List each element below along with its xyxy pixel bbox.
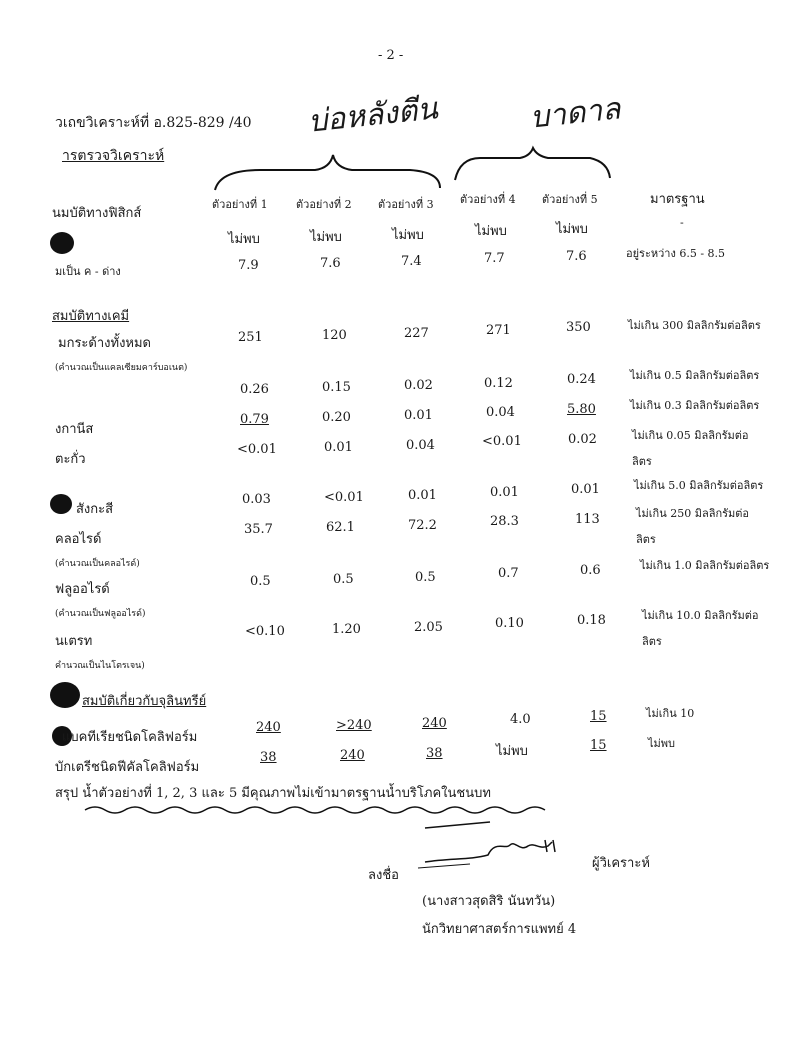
row-label: งกานีส — [55, 422, 94, 437]
row-label: สังกะสี — [76, 502, 114, 517]
analyst-position: นักวิทยาศาสตร์การแพทย์ 4 — [422, 922, 577, 937]
cell: 0.5 — [415, 570, 436, 585]
cell: 7.4 — [401, 254, 422, 269]
conclusion: สรุป น้ำตัวอย่างที่ 1, 2, 3 และ 5 มีคุณภาพไม่เข้ามาตรฐานน้ำบริโภคในชนบท — [55, 786, 491, 801]
cell: <0.10 — [245, 624, 285, 639]
cell: 0.5 — [250, 574, 271, 589]
cell: 0.12 — [484, 376, 513, 391]
cell: 0.20 — [322, 410, 351, 425]
row-label: บักเตรีชนิดฟีคัลโคลิฟอร์ม — [55, 760, 200, 775]
sign-label: ลงชื่อ — [368, 868, 399, 883]
cell: 7.6 — [566, 249, 587, 264]
cell: <0.01 — [482, 434, 522, 449]
row-label: ฟลูออไรด์ — [55, 582, 110, 597]
cell: ไม่พบ — [228, 232, 260, 247]
cell: ไม่พบ — [392, 228, 424, 243]
cell: 0.01 — [571, 482, 600, 497]
cell: 350 — [566, 320, 591, 335]
cell: 0.01 — [490, 485, 519, 500]
cell: 5.80 — [567, 402, 596, 417]
standard-cell: ไม่เกิน 0.3 มิลลิกรัมต่อลิตร — [630, 399, 760, 412]
cell: 120 — [322, 328, 347, 343]
cell: 35.7 — [244, 522, 273, 537]
chemical-heading: สมบัติทางเคมี — [52, 309, 130, 324]
row-label: นเตรท — [55, 634, 93, 649]
cell: 0.02 — [568, 432, 597, 447]
row-sublabel: (คำนวณเป็นแคลเซียมคาร์บอเนต) — [55, 363, 188, 373]
handwritten-group2: บาดาล — [528, 91, 623, 136]
cell: 15 — [590, 738, 607, 753]
cell: 0.10 — [495, 616, 524, 631]
standard-cell: ไม่เกิน 0.5 มิลลิกรัมต่อลิตร — [630, 369, 760, 382]
standard-cell-cont: ลิตร — [632, 455, 652, 468]
row-sublabel: (คำนวณเป็นฟลูออไรด์) — [55, 609, 146, 619]
standard-cell: อยู่ระหว่าง 6.5 - 8.5 — [626, 247, 726, 260]
cell: 4.0 — [510, 712, 531, 727]
row-label: มกระด้างทั้งหมด — [58, 336, 151, 351]
cell: 0.02 — [404, 378, 433, 393]
cell: 0.24 — [567, 372, 596, 387]
cell: 271 — [486, 323, 511, 338]
report-number: วเถขวิเคราะห์ที่ อ.825-829 /40 — [55, 115, 252, 131]
cell: 0.18 — [577, 613, 606, 628]
analyst-name: (นางสาวสุดสิริ นันทวัน) — [422, 894, 556, 909]
standard-cell: ไม่เกิน 300 มิลลิกรัมต่อลิตร — [628, 319, 761, 332]
ink-blot — [50, 232, 74, 254]
cell: ไม่พบ — [310, 230, 342, 245]
cell: 15 — [590, 709, 607, 724]
cell: 28.3 — [490, 514, 519, 529]
standard-cell-cont: ลิตร — [642, 635, 662, 648]
cell: 7.6 — [320, 256, 341, 271]
cell: 227 — [404, 326, 429, 341]
physical-heading: นมบัติทางฟิสิกส์ — [52, 206, 142, 221]
row-label: ตะกั่ว — [55, 452, 86, 467]
cell: 240 — [422, 716, 447, 731]
cell: <0.01 — [324, 490, 364, 505]
cell: 0.04 — [486, 405, 515, 420]
cell: 62.1 — [326, 520, 355, 535]
ink-blot — [50, 494, 72, 514]
cell: 240 — [340, 748, 365, 763]
cell: 0.26 — [240, 382, 269, 397]
cell: >240 — [336, 718, 372, 733]
standard-cell-cont: ลิตร — [636, 533, 656, 546]
standard-cell: ไม่เกิน 1.0 มิลลิกรัมต่อลิตร — [640, 559, 770, 572]
standard-heading: มาตรฐาน — [650, 192, 705, 207]
standard-cell: ไม่เกิน 250 มิลลิกรัมต่อ — [636, 507, 750, 520]
cell: 113 — [575, 512, 600, 527]
cell: ไม่พบ — [496, 744, 528, 759]
cell: 7.7 — [484, 251, 505, 266]
cell: 0.01 — [408, 488, 437, 503]
standard-cell: ไม่เกิน 10 — [646, 707, 695, 720]
row-label: แบคทีเรียชนิดโคลิฟอร์ม — [62, 730, 198, 745]
standard-cell: ไม่เกิน 10.0 มิลลิกรัมต่อ — [642, 609, 759, 622]
cell: 0.5 — [333, 572, 354, 587]
standard-cell: ไม่เกิน 5.0 มิลลิกรัมต่อลิตร — [634, 479, 764, 492]
cell: 1.20 — [332, 622, 361, 637]
cell: 240 — [256, 720, 281, 735]
column-header: ตัวอย่างที่ 4 — [460, 193, 516, 206]
standard-cell: ไม่พบ — [648, 737, 676, 750]
cell: 0.7 — [498, 566, 519, 581]
row-sublabel: (คำนวณเป็นคลอไรด์) — [55, 559, 140, 569]
cell: 0.03 — [242, 492, 271, 507]
cell: 38 — [426, 746, 443, 761]
cell: ไม่พบ — [556, 222, 588, 237]
section-title: ารตรวจวิเคราะห์ — [62, 148, 165, 164]
row-sublabel: คำนวณเป็นไนโตรเจน) — [55, 661, 145, 671]
cell: 0.01 — [324, 440, 353, 455]
column-header: ตัวอย่างที่ 1 — [212, 198, 268, 211]
page-number: - 2 - — [378, 48, 404, 63]
cell: 0.15 — [322, 380, 351, 395]
micro-heading: สมบัติเกี่ยวกับจุลินทรีย์ — [82, 694, 207, 709]
column-header: ตัวอย่างที่ 3 — [378, 198, 434, 211]
cell: 72.2 — [408, 518, 437, 533]
cell: 0.79 — [240, 412, 269, 427]
column-header: ตัวอย่างที่ 5 — [542, 193, 598, 206]
handwritten-group1: บ่อหลังตีน — [306, 91, 440, 140]
standard-cell: ไม่เกิน 0.05 มิลลิกรัมต่อ — [632, 429, 749, 442]
row-label: คลอไรด์ — [55, 532, 102, 547]
ink-blot — [50, 682, 80, 708]
cell: 251 — [238, 330, 263, 345]
standard-cell: - — [680, 216, 684, 229]
cell: ไม่พบ — [475, 224, 507, 239]
cell: 2.05 — [414, 620, 443, 635]
cell: 0.6 — [580, 563, 601, 578]
cell: <0.01 — [237, 442, 277, 457]
analyst-role: ผู้วิเคราะห์ — [592, 856, 650, 871]
column-header: ตัวอย่างที่ 2 — [296, 198, 352, 211]
cell: 38 — [260, 750, 277, 765]
cell: 7.9 — [238, 258, 259, 273]
cell: 0.01 — [404, 408, 433, 423]
row-label: มเป็น ค - ด่าง — [55, 265, 121, 278]
cell: 0.04 — [406, 438, 435, 453]
